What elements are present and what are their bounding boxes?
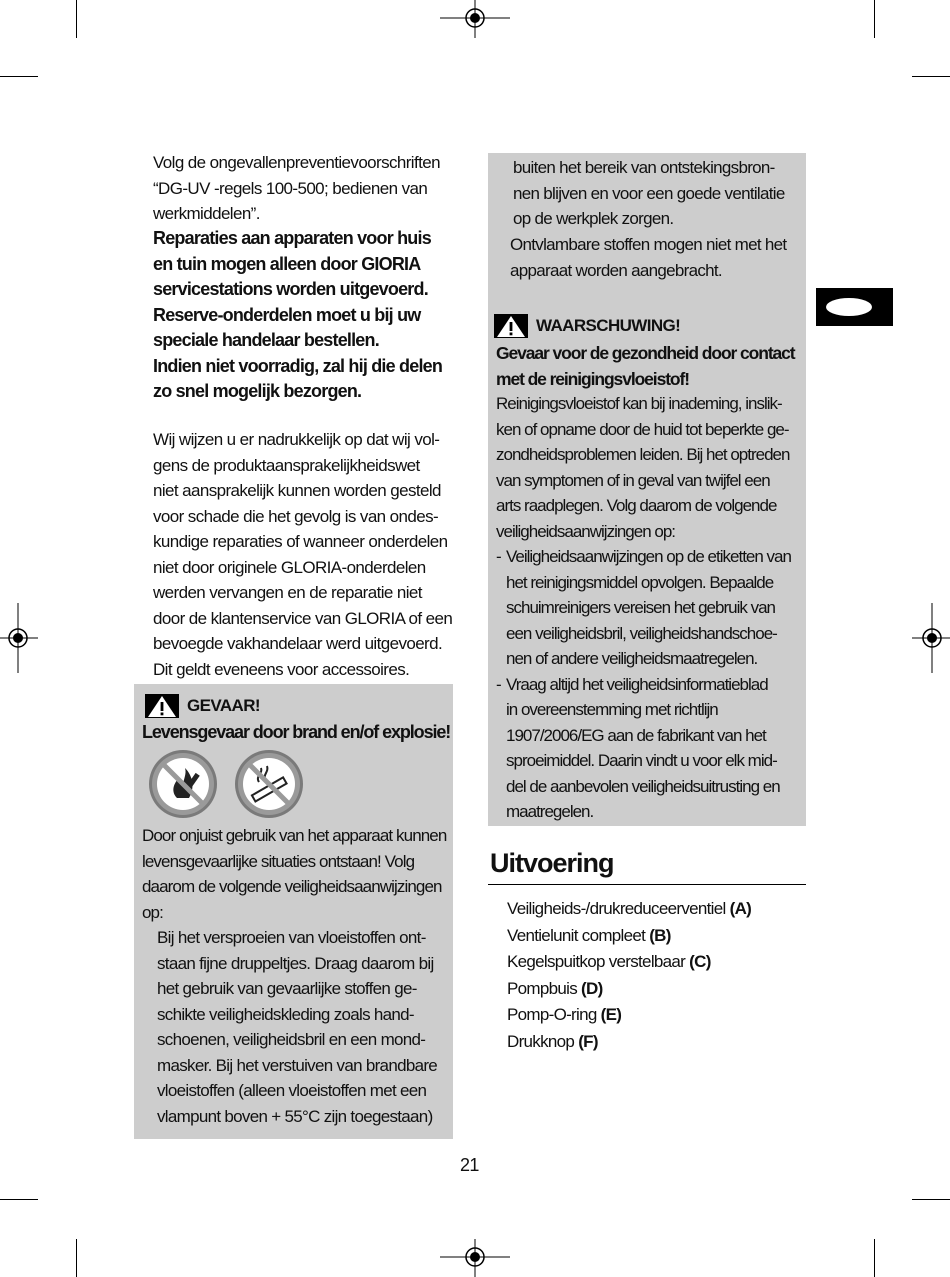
text-line: Reinigingsvloeistof kan bij inademing, inslik- <box>496 394 782 413</box>
text-line: schuimreinigers vereisen het gebruik van <box>506 598 775 617</box>
text-line: gens de produktaansprakelijkheidswet <box>153 455 420 475</box>
part-code: (F) <box>578 1031 598 1051</box>
text-line: vlampunt boven + 55°C zijn toegestaan) <box>157 1106 433 1126</box>
text-line: del de aanbevolen veiligheidsuitrusting en <box>506 776 780 796</box>
text-line: niet door originele GLORIA-onderdelen <box>153 557 426 577</box>
part-name: Veiligheids-/drukreduceerventiel <box>507 899 726 918</box>
section-rule <box>488 884 806 885</box>
part-name: Pomp-O-ring <box>507 1005 597 1024</box>
warning-triangle-icon <box>494 314 528 338</box>
bullet-dash: - <box>496 547 501 566</box>
parts-list <box>507 896 797 1055</box>
text-line: Door onjuist gebruik van het apparaat kunnen <box>142 826 447 845</box>
bullet-dash: - <box>496 674 501 694</box>
text-line: op: <box>142 902 163 922</box>
text-line: masker. Bij het verstuiven van brandbare <box>157 1055 438 1075</box>
text-line: daarom de volgende veiligheidsaanwijzingen <box>142 877 442 896</box>
warning-bullets <box>496 544 804 825</box>
no-smoking-icon <box>233 748 305 820</box>
language-tab-oval <box>826 298 872 316</box>
part-code: (E) <box>600 1005 622 1024</box>
text-line: servicestations worden uitgevoerd. <box>153 279 428 299</box>
text-line: en tuin mogen alleen door GIORIA <box>153 253 421 274</box>
parts-item <box>507 949 797 976</box>
danger-header <box>145 693 260 719</box>
text-line: het gebruik van gevaarlijke stoffen ge- <box>157 979 417 998</box>
text-line: voor schade die het gevolg is van ondes- <box>153 506 439 526</box>
parts-item <box>507 1029 797 1056</box>
continued-text <box>510 232 800 283</box>
text-line: ken of opname door de huid tot beperkte ge- <box>496 419 789 439</box>
danger-subtitle: Levensgevaar door brand en/of explosie! <box>142 722 451 742</box>
part-code: (A) <box>729 899 752 918</box>
part-code: (B) <box>649 925 671 945</box>
text-line: Veiligheidsaanwijzingen op de etiketten van <box>506 547 791 566</box>
left-intro <box>153 150 453 227</box>
text-line: buiten het bereik van ontstekingsbron- <box>513 158 775 177</box>
text-line: veiligheidsaanwijzingen op: <box>496 521 676 541</box>
text-line: Dit geldt eveneens voor accessoires. <box>153 659 410 679</box>
text-line: werden vervangen en de reparatie niet <box>153 583 422 602</box>
danger-body <box>142 823 450 925</box>
text-line: zondheidsproblemen leiden. Bij het optreden <box>496 445 790 464</box>
text-line: sproeimiddel. Daarin vindt u voor elk mid- <box>506 751 777 770</box>
text-line: door de klantenservice van GLORIA of een <box>153 608 453 628</box>
text-line: nen of andere veiligheidsmaatregelen. <box>506 649 758 668</box>
text-line: “DG-UV -regels 100-500; bedienen van <box>153 178 428 198</box>
bullet-item <box>496 672 804 825</box>
text-line: 1907/2006/EG aan de fabrikant van het <box>506 725 766 745</box>
text-line: Ontvlambare stoffen mogen niet met het <box>510 235 787 254</box>
warning-header <box>494 313 680 339</box>
text-line: schoenen, veiligheidsbril en een mond- <box>157 1030 426 1049</box>
text-line: apparaat worden aangebracht. <box>510 260 722 280</box>
parts-item <box>507 976 797 1003</box>
text-line: vloeistoffen (alleen vloeistoffen met een <box>157 1081 427 1100</box>
registration-mark-left <box>0 603 38 673</box>
parts-item <box>507 896 797 923</box>
text-line: in overeenstemming met richtlijn <box>506 700 718 719</box>
text-line: met de reinigingsvloeistof! <box>496 368 689 389</box>
warning-subtitle <box>496 341 804 392</box>
warning-body <box>496 391 804 544</box>
text-line: Vraag altijd het veiligheidsinformatieblad <box>506 674 768 694</box>
section-heading: Uitvoering <box>490 848 614 878</box>
page-number: 21 <box>460 1155 479 1175</box>
text-line: Gevaar voor de gezondheid door contact <box>496 343 795 363</box>
text-line: een veiligheidsbril, veiligheidshandschoe- <box>506 623 777 643</box>
text-line: het reinigingsmiddel opvolgen. Bepaalde <box>506 572 774 592</box>
repair-notice <box>153 226 453 405</box>
bullet-item <box>496 544 804 672</box>
part-name: Pompbuis <box>507 978 577 998</box>
text-line: bevoegde vakhandelaar werd uitgevoerd. <box>153 634 443 653</box>
registration-mark-bottom <box>440 1239 510 1277</box>
text-line: zo snel mogelijk bezorgen. <box>153 381 362 401</box>
liability-paragraph <box>153 427 453 682</box>
parts-item <box>507 1002 797 1029</box>
text-line: schikte veiligheidskleding zoals hand- <box>157 1004 414 1024</box>
no-open-flame-icon <box>147 748 219 820</box>
text-line: arts raadplegen. Volg daarom de volgende <box>496 496 777 515</box>
text-line: levensgevaarlijke situaties ontstaan! Volg <box>142 851 415 871</box>
danger-label: GEVAAR! <box>187 696 260 715</box>
text-line: maatregelen. <box>506 802 594 821</box>
language-tab <box>816 288 893 326</box>
text-line: nen blijven en voor een goede ventilatie <box>513 183 785 203</box>
danger-indent-body <box>157 925 447 1129</box>
parts-item <box>507 923 797 950</box>
text-line: speciale handelaar bestellen. <box>153 330 379 350</box>
text-line: kundige reparaties of wanneer onderdelen <box>153 532 448 551</box>
text-line: op de werkplek zorgen. <box>513 209 674 228</box>
text-line: Reparaties aan apparaten voor huis <box>153 228 431 248</box>
part-name: Drukknop <box>507 1031 575 1051</box>
text-line: Reserve-onderdelen moet u bij uw <box>153 304 421 325</box>
text-line: Volg de ongevallenpreventievoorschriften <box>153 153 440 172</box>
registration-mark-right <box>912 603 950 673</box>
warning-triangle-icon <box>145 694 179 718</box>
part-code: (C) <box>689 952 711 971</box>
text-line: van symptomen of in geval van twijfel een <box>496 470 770 490</box>
warning-label: WAARSCHUWING! <box>536 316 681 335</box>
part-name: Kegelspuitkop verstelbaar <box>507 952 686 971</box>
part-name: Ventielunit compleet <box>507 925 646 945</box>
text-line: Indien niet voorradig, zal hij die delen <box>153 355 443 376</box>
text-line: staan fijne druppeltjes. Draag daarom bij <box>157 953 434 973</box>
text-line: Wij wijzen u er nadrukkelijk op dat wij vol- <box>153 430 440 449</box>
continued-indent <box>513 155 803 232</box>
text-line: niet aansprakelijk kunnen worden gesteld <box>153 481 441 500</box>
text-line: Bij het versproeien van vloeistoffen ont- <box>157 928 426 947</box>
text-line: werkmiddelen”. <box>153 204 260 223</box>
part-code: (D) <box>581 978 603 998</box>
registration-mark-top <box>440 0 510 38</box>
